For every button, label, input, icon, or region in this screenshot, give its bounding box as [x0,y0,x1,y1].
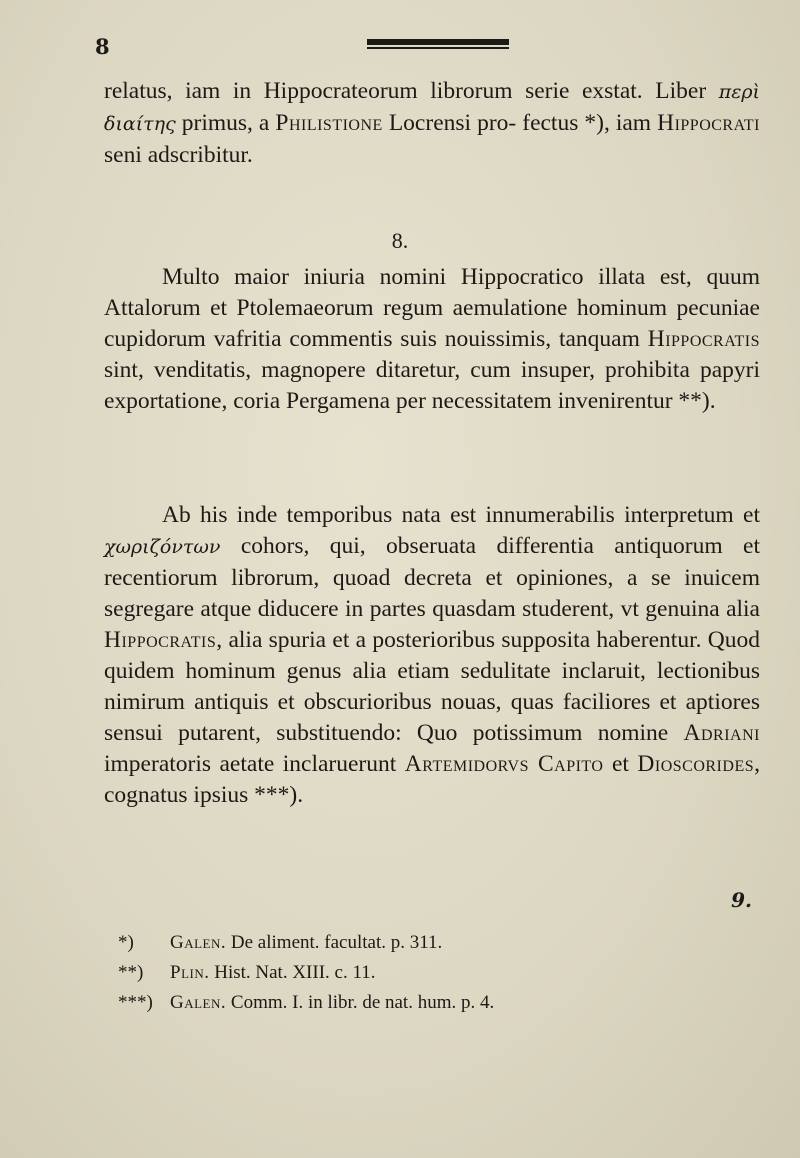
footnote-marker: *) [118,932,134,953]
line-3-end: seni adscribitur. [104,142,253,168]
footnote-marker: ***) [118,992,153,1013]
name-adriani: Adriani [683,720,760,746]
footnote-author: Plin. [170,962,210,983]
name-artemidorus: Artemidorvs Capito [404,751,604,777]
paragraph-ab-his: Ab his inde temporibus nata est innumerabilis interpretum et χωριζόντων cohors, qui, obseruata differentia antiquorum et recentiorum librorum, quoad decreta et opiniones, a se inuicem segregare atque diducere in partes quasdam studerent, vt genuina alia Hippocratis, alia spuria et a posterioribus supposita haberentur. Quod quidem hominum genus alia etiam sedulitate inclaruit, lectionibus nimirum antiquis et obscurioribus nouas, quas faciliores et aptiores sensui putarent, substituendo: Quo potissimum nomine Adriani imperatoris aetate inclaruerunt Artemidorvs Capito et Dioscorides, cognatus ipsius ***). [104,502,760,808]
line-2-start: Liber [655,78,719,104]
footnote [118,958,678,988]
footnote [118,988,678,1018]
footnote-text: Hist. Nat. XIII. c. 11. [209,962,376,983]
footnote-text: De aliment. facultat. p. 311. [226,932,443,953]
line-2-end: Locrensi pro- [382,110,517,136]
continued-paragraph [104,76,760,171]
page-number: 8 [95,34,110,59]
name-hippocratis-2: Hippocratis [104,627,217,653]
footnotes [118,928,678,1018]
section-heading: 8. [391,228,409,253]
footnote-author: Galen. [170,992,227,1013]
footnote-text: Comm. I. in libr. de nat. hum. p. 4. [226,992,495,1013]
line-2-mid: primus, a [175,110,276,136]
name-hippocratis: Hippocratis [647,326,760,352]
catchword: 9. [731,888,752,912]
paragraph-multo: Multo maior iniuria nomini Hippocratico illata est, quum Attalorum et Ptolemaeorum regum aemulatione hominum pecuniae cupidorum vafritia commentis suis nouissimis, tanquam Hippocratis sint, venditatis, magnopere ditaretur, cum insuper, prohibita papyri exportatione, coria Pergamena per necessitatem invenirentur **). [104,264,760,414]
header-rule [367,39,509,49]
footnote-marker: **) [118,962,144,983]
name-dioscorides: Dioscorides [637,751,755,777]
line-3-start: fectus *), iam [522,110,658,136]
name-hippocrati: Hippocrati [657,110,760,136]
greek-title: περὶ διαίτης [104,81,761,135]
line-1: relatus, iam in Hippocrateorum librorum serie exstat. [104,78,643,104]
footnote-author: Galen. [170,932,227,953]
name-philistione: Philistione [275,110,383,136]
page-header [95,34,775,64]
greek-word: χωριζόντων [104,536,221,558]
footnote [118,928,678,958]
